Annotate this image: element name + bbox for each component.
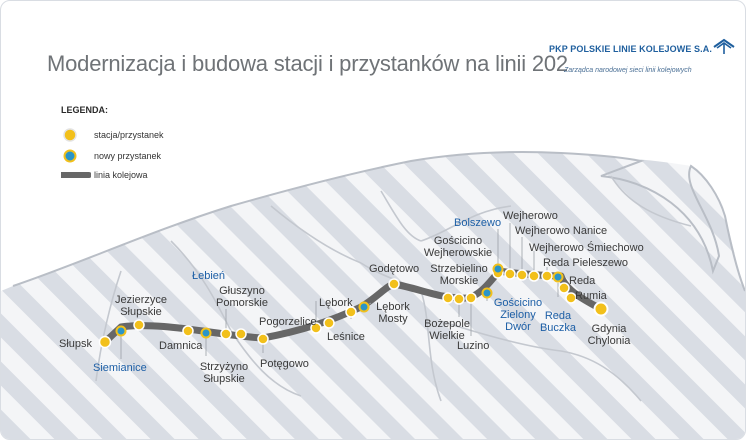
station-symbol-icon — [61, 127, 81, 143]
station-godetowo — [389, 279, 399, 289]
label-strzyzyno: Strzyżyno Słupskie — [199, 361, 249, 385]
station-reda — [559, 283, 569, 293]
label-lebien: Łebień — [192, 270, 226, 282]
new-stop-siemianice — [117, 327, 126, 336]
label-luzino: Luzino — [457, 340, 490, 352]
legend-label: stacja/przystanek — [94, 130, 164, 140]
legend-label: nowy przystanek — [94, 151, 162, 161]
station-potegowo — [258, 334, 268, 344]
railway-line-symbol-icon — [61, 167, 91, 183]
new-stop-reda-buczka — [554, 273, 563, 282]
station-jezierzyce — [134, 320, 144, 330]
legend-label: linia kolejowa — [94, 170, 148, 180]
label-wejherowo-smiechowo: Wejherowo Śmiechowo — [529, 242, 644, 254]
station-gdynia-chylonia — [595, 303, 608, 316]
label-pogorzelice: Pogorzelice — [259, 316, 317, 328]
legend-item-line — [61, 167, 221, 183]
label-bolszewo: Bolszewo — [454, 217, 502, 229]
station-wejherowo — [505, 269, 515, 279]
station-luzino — [454, 294, 464, 304]
label-strzebielino: Strzebielino Morskie — [430, 263, 488, 287]
label-potegowo: Potęgowo — [260, 358, 309, 370]
label-lebork-mosty: Lębork Mosty — [376, 301, 410, 325]
label-goscicino-zielony-dwor: Gościcino Zielony Dwór — [493, 297, 543, 333]
station-damnica — [183, 326, 193, 336]
label-wejherowo: Wejherowo — [503, 210, 558, 222]
label-slupsk: Słupsk — [59, 338, 93, 350]
station-strzebielino — [466, 293, 476, 303]
label-damnica: Damnica — [159, 340, 203, 352]
label-reda-pieleszewo: Reda Pieleszewo — [543, 257, 628, 269]
legend-title: LEGENDA: — [61, 105, 108, 115]
label-lesnice: Leśnice — [327, 331, 365, 343]
station-bozepole — [443, 293, 453, 303]
brand-subtitle: Zarządca narodowej sieci linii kolejowych — [564, 67, 692, 74]
pkp-logo-icon — [711, 38, 737, 56]
station-slupsk — [100, 337, 111, 348]
label-reda: Reda — [569, 275, 596, 287]
new-stop-lebien — [202, 329, 211, 338]
label-rumia: Rumia — [575, 290, 607, 302]
label-lebork: Lębork — [319, 297, 353, 309]
station-gluszyno — [236, 329, 246, 339]
station-lesnice — [324, 318, 334, 328]
label-jezierzyce: Jezierzyce Słupskie — [115, 294, 167, 318]
label-gluszyno: Głuszyno Pomorskie — [216, 285, 268, 309]
label-reda-buczka: Reda Buczka — [539, 310, 577, 334]
label-goscicino-wejherowskie: Gościcino Wejherowskie — [423, 235, 493, 259]
legend-item-station — [61, 127, 221, 143]
legend-item-new-stop — [61, 148, 221, 164]
label-siemianice: Siemianice — [93, 362, 147, 374]
station-strzyzyno — [221, 329, 231, 339]
station-wejherowo-smiechowo — [529, 271, 539, 281]
brand-name: PKP POLSKIE LINIE KOLEJOWE S.A. — [549, 44, 712, 54]
label-godetowo: Godętowo — [369, 263, 420, 275]
new-stop-symbol-icon — [61, 148, 81, 164]
label-gdynia-chylonia: Gdynia Chylonia — [587, 323, 631, 347]
station-reda-pieleszewo — [542, 271, 552, 281]
label-bozepole: Bożepole Wielkie — [424, 318, 470, 342]
station-wejherowo-nanice — [517, 270, 527, 280]
label-wejherowo-nanice: Wejherowo Nanice — [515, 225, 608, 237]
brand-logo — [549, 44, 719, 64]
page-title: Modernizacja i budowa stacji i przystanków na linii 202 — [47, 51, 568, 76]
new-stop-lebork-mosty — [360, 303, 369, 312]
